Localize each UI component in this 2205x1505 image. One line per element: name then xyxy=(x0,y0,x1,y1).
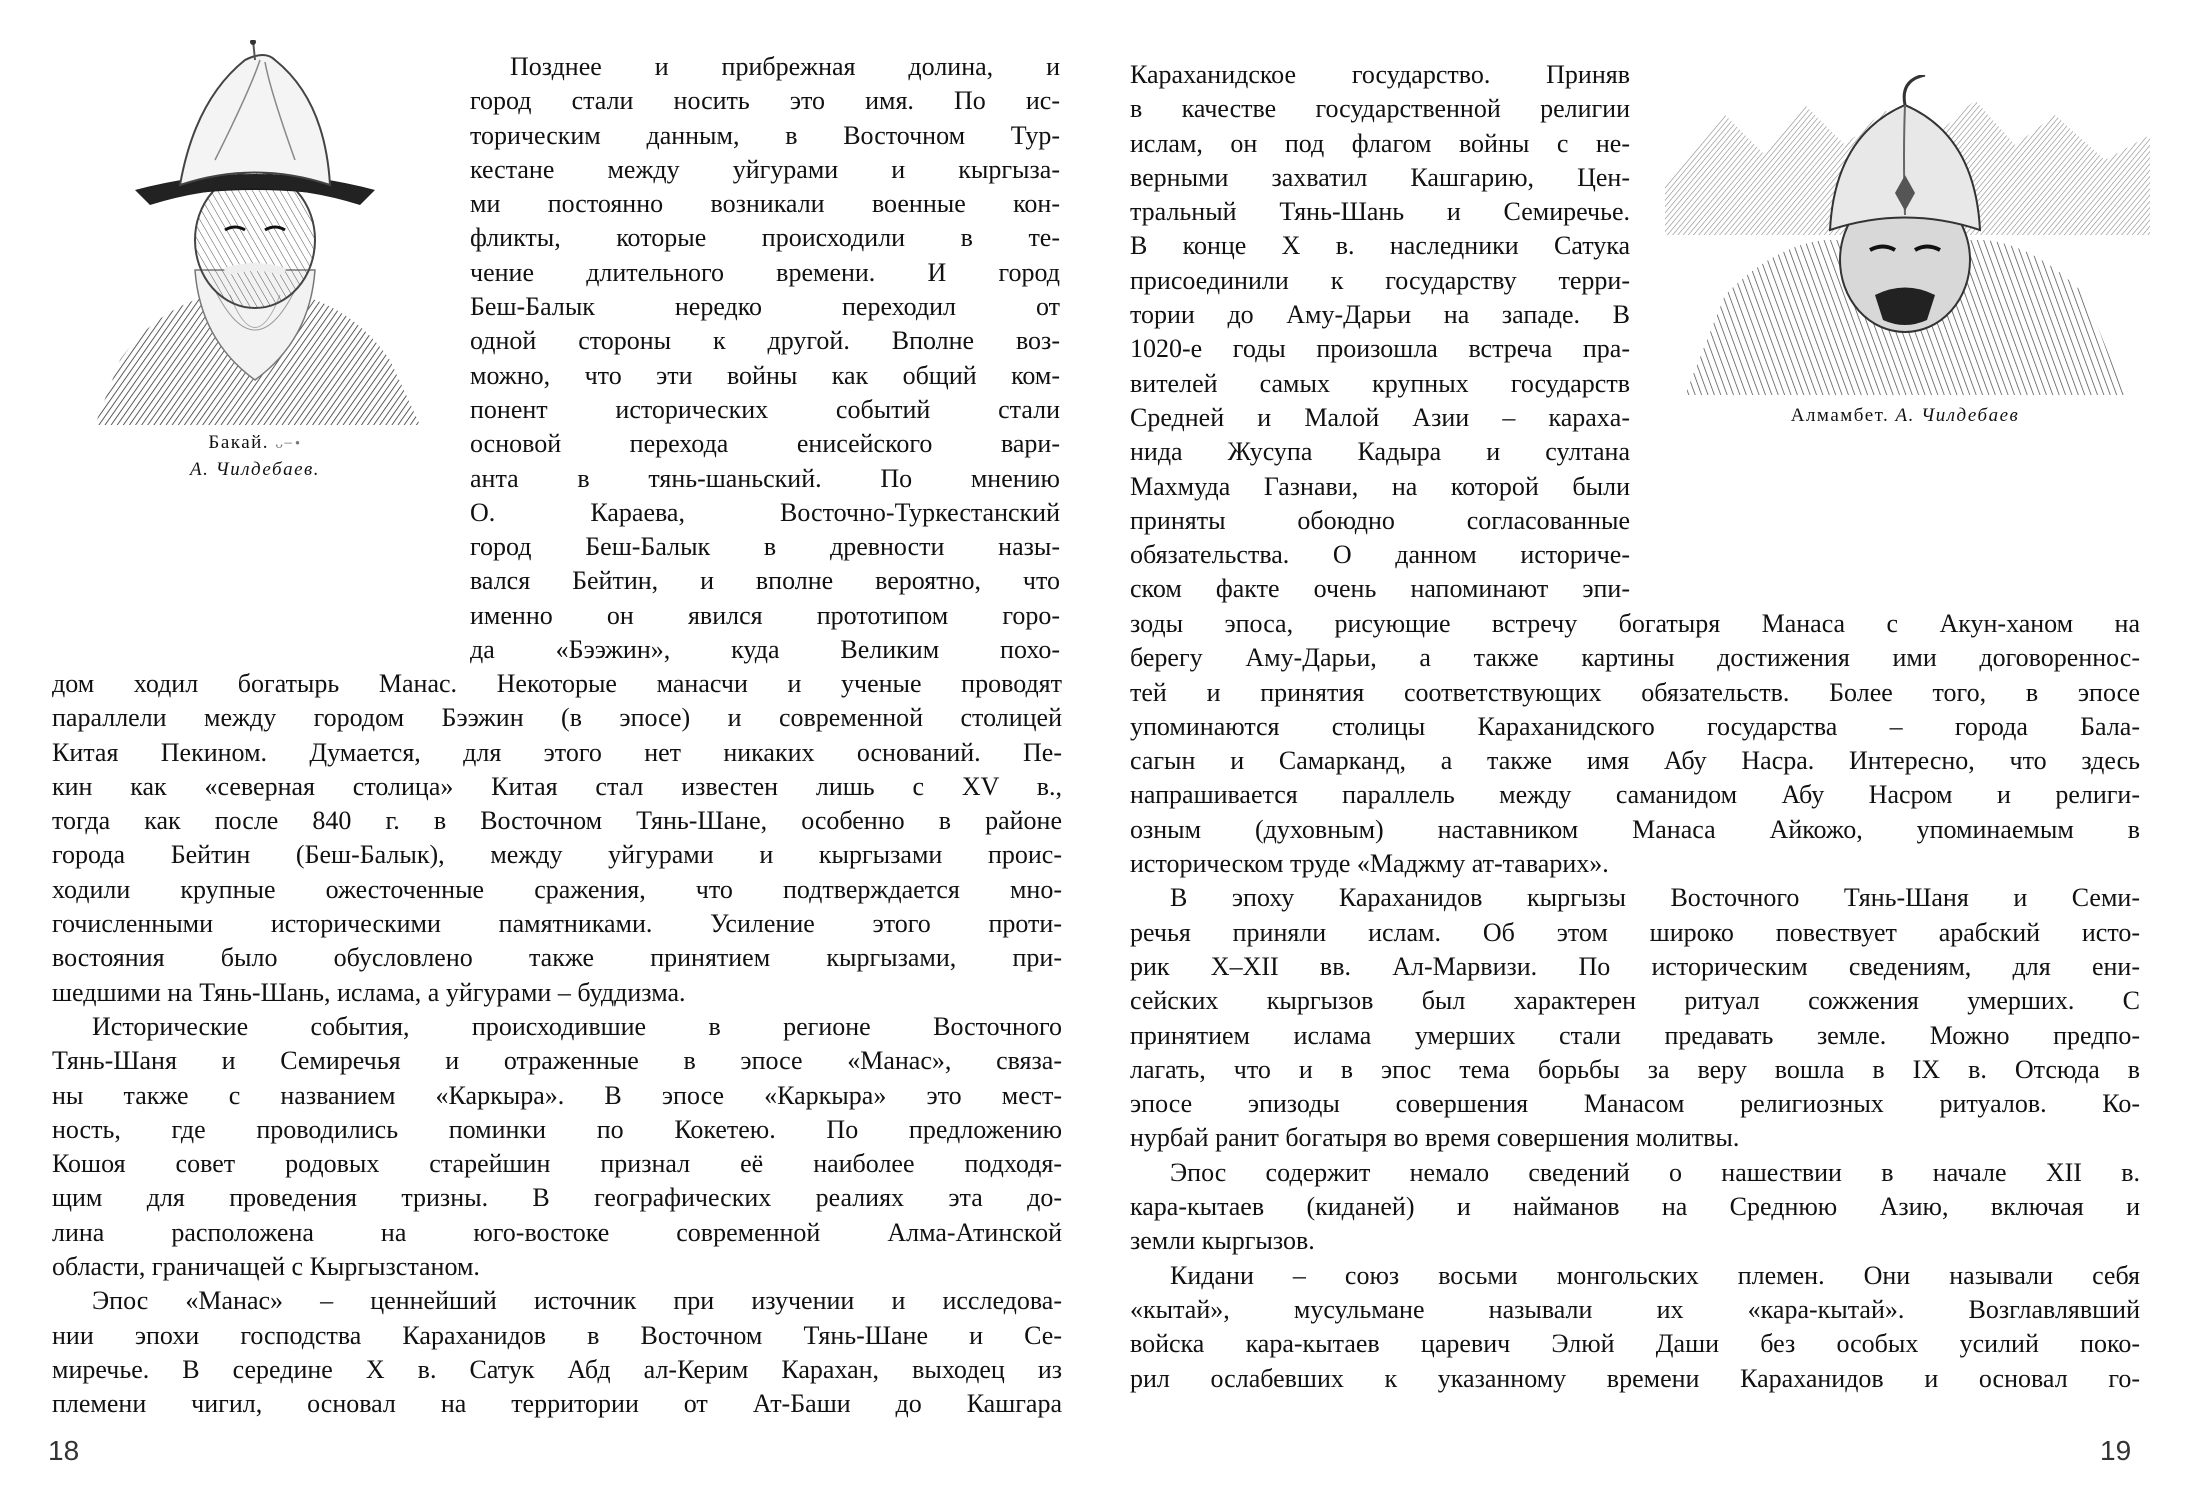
text-line: Исторические события, происходившие в регионе Восточного xyxy=(92,1011,1062,1041)
text-line: Эпос «Манас» – ценнейший источник при изучении и исследова- xyxy=(92,1286,1062,1316)
text-line: лина расположена на юго-востоке современной Алма-Атинской xyxy=(52,1217,1062,1247)
text-line: Караханидское государство. Приняв xyxy=(1130,60,1630,89)
text-line: параллели между городом Бээжин (в эпосе) и современной столицей xyxy=(52,703,1062,733)
text-line: напрашивается параллель между саманидом Абу Насром и религи- xyxy=(1130,780,2140,810)
text-line: тральный Тянь-Шань и Семиречье. xyxy=(1130,197,1630,227)
text-line: сагын и Самарканд, а также имя Абу Насра. Интересно, что здесь xyxy=(1130,746,2140,776)
left-page xyxy=(0,0,1100,1505)
page-number-left: 18 xyxy=(48,1435,80,1466)
page-number-right: 19 xyxy=(2100,1435,2132,1466)
text-line: тогда как после 840 г. в Восточном Тянь-Шане, особенно в районе xyxy=(52,806,1062,836)
text-line: ходили крупные ожесточенные сражения, что подтверждается мно- xyxy=(52,874,1062,904)
text-line: ны также с названием «Каркыра». В эпосе «Каркыра» это мест- xyxy=(52,1080,1062,1110)
text-line: сейских кыргызов был характерен ритуал сожжения умерших. С xyxy=(1130,986,2140,1016)
text-line: племени чигил, основал на территории от Ат-Баши до Кашгара xyxy=(52,1389,1062,1419)
text-line: речья приняли ислам. Об этом широко повествует арабский исто- xyxy=(1130,917,2140,947)
bakai-portrait xyxy=(75,40,435,430)
text-line: Кидани – союз восьми монгольских племен. Они называли себя xyxy=(1170,1260,2140,1290)
text-line: Кошоя совет родовых старейшин признал её наиболее подходя- xyxy=(52,1149,1062,1179)
right-page xyxy=(1100,0,2205,1505)
text-line: понент исторических событий стали xyxy=(470,394,1060,424)
almambet-caption xyxy=(1645,403,2165,429)
almambet-portrait-figure xyxy=(1645,75,2165,429)
text-line: анта в тянь-шаньский. По мнению xyxy=(470,463,1060,493)
text-line: приняты обоюдно согласованные xyxy=(1130,505,1630,535)
text-line: нурбай ранит богатыря во время совершения молитвы. xyxy=(1130,1123,1740,1153)
text-line: города Бейтин (Беш-Балык), между уйгурами и кыргызами проис- xyxy=(52,840,1062,870)
text-line: ность, где проводились поминки по Кокетею. По предложению xyxy=(52,1114,1062,1144)
text-line: 1020-е годы произошла встреча пра- xyxy=(1130,334,1630,364)
text-line: присоединили к государству терри- xyxy=(1130,265,1630,295)
text-line: верными захватил Кашгарию, Цен- xyxy=(1130,162,1630,192)
almambet-caption-author: А. Чилдебаев xyxy=(1895,405,2020,426)
text-line: Махмуда Газнави, на которой были xyxy=(1130,471,1630,501)
right-top-column xyxy=(1130,58,1630,607)
text-line: шедшими на Тянь-Шань, ислама, а уйгурами – буддизма. xyxy=(52,977,686,1007)
right-body xyxy=(1130,607,2140,1396)
text-line: кестане между уйгурами и кыргыза- xyxy=(470,154,1060,184)
text-line: войска кара-кытаев царевич Элюй Даши без особых усилий поко- xyxy=(1130,1329,2140,1359)
text-line: озным (духовным) наставником Манаса Айкожо, упоминаемым в xyxy=(1130,814,2140,844)
text-line: рик X–XII вв. Ал-Марвизи. По историческим сведениям, для ени- xyxy=(1130,951,2140,981)
text-line: город стали носить это имя. По ис- xyxy=(470,86,1060,116)
bakai-portrait-figure xyxy=(55,40,455,483)
bakai-caption-name: Бакай. xyxy=(208,432,270,453)
text-line: дом ходил богатырь Манас. Некоторые манасчи и ученые проводят xyxy=(52,669,1062,698)
text-line: ском факте очень напоминают эпи- xyxy=(1130,574,1630,604)
text-line: рил ослабевших к указанному времени Караханидов и основал го- xyxy=(1130,1363,2140,1393)
text-line: принятием ислама умерших стали предавать земле. Можно предпо- xyxy=(1130,1020,2140,1050)
text-line: чение длительного времени. И город xyxy=(470,257,1060,287)
pencil-mark: ᴗ ̶ • xyxy=(275,436,302,452)
almambet-caption-name: Алмамбет. xyxy=(1790,405,1890,426)
text-line: тей и принятия соответствующих обязательств. Более того, в эпосе xyxy=(1130,677,2140,707)
text-line: кин как «северная столица» Китая стал известен лишь с XV в., xyxy=(52,771,1062,801)
text-line: Беш-Балык нередко переходил от xyxy=(470,292,1060,322)
text-line: ислам, он под флагом войны с не- xyxy=(1130,128,1630,158)
text-line: О. Караева, Восточно-Туркестанский xyxy=(470,497,1060,527)
text-line: востояния было обусловлено также принятием кыргызами, при- xyxy=(52,943,1062,973)
text-line: основой перехода енисейского вари- xyxy=(470,429,1060,459)
bakai-caption xyxy=(55,430,455,483)
text-line: да «Бээжин», куда Великим похо- xyxy=(470,635,1060,665)
text-line: Тянь-Шаня и Семиречья и отраженные в эпосе «Манас», связа- xyxy=(52,1046,1062,1076)
text-line: В эпоху Караханидов кыргызы Восточного Тянь-Шаня и Семи- xyxy=(1170,883,2140,913)
text-line: вителей самых крупных государств xyxy=(1130,368,1630,398)
text-line: торическим данным, в Восточном Тур- xyxy=(470,120,1060,150)
text-line: одной стороны к другой. Вполне воз- xyxy=(470,326,1060,356)
text-line: нии эпохи господства Караханидов в Восточном Тянь-Шане и Се- xyxy=(52,1320,1062,1350)
text-line: В конце X в. наследники Сатука xyxy=(1130,231,1630,261)
text-line: «кытай», мусульмане называли их «кара-кытай». Возглавлявший xyxy=(1130,1294,2140,1324)
text-line: упоминаются столицы Караханидского государства – города Бала- xyxy=(1130,711,2140,741)
text-line: Средней и Малой Азии – карахa- xyxy=(1130,402,1630,432)
text-line: вался Бейтин, и вполне вероятно, что xyxy=(470,566,1060,596)
text-line: фликты, которые происходили в те- xyxy=(470,223,1060,253)
text-line: земли кыргызов. xyxy=(1130,1226,1315,1256)
text-line: берегу Аму-Дарьи, а также картины достижения ими договореннос- xyxy=(1130,643,2140,673)
bakai-caption-name-line xyxy=(55,430,455,457)
left-top-column xyxy=(470,50,1060,667)
text-line: тории до Аму-Дарьи на западе. В xyxy=(1130,300,1630,330)
text-line: нида Жусупа Кадыра и султана xyxy=(1130,437,1630,467)
bakai-caption-author: А. Чилдебаев. xyxy=(190,459,320,480)
text-line: обязательства. О данном историче- xyxy=(1130,540,1630,570)
text-line: Эпос содержит немало сведений о нашествии в начале XII в. xyxy=(1170,1157,2140,1187)
almambet-portrait xyxy=(1655,75,2155,395)
text-line: области, граничащей с Кыргызстаном. xyxy=(52,1252,480,1282)
text-line: Позднее и прибрежная долина, и xyxy=(510,52,1060,81)
text-line: зоды эпоса, рисующие встречу богатыря Манаса с Акун-ханом на xyxy=(1130,609,2140,638)
left-body xyxy=(52,667,1062,1422)
text-line: эпосе эпизоды совершения Манасом религиозных ритуалов. Ко- xyxy=(1130,1089,2140,1119)
text-line: историческом труде «Маджму ат-таварих». xyxy=(1130,849,1609,879)
text-line: лагать, что и в эпос тема борьбы за веру вошла в IX в. Отсюда в xyxy=(1130,1054,2140,1084)
text-line: можно, что эти войны как общий ком- xyxy=(470,360,1060,390)
text-line: город Беш-Балык в древности назы- xyxy=(470,532,1060,562)
text-line: щим для проведения тризны. В географических реалиях эта до- xyxy=(52,1183,1062,1213)
text-line: именно он явился прототипом горо- xyxy=(470,600,1060,630)
text-line: гочисленными историческими памятниками. Усиление этого проти- xyxy=(52,909,1062,939)
text-line: миречье. В середине X в. Сатук Абд ал-Керим Карахан, выходец из xyxy=(52,1354,1062,1384)
text-line: в качестве государственной религии xyxy=(1130,94,1630,124)
text-line: кара-кытаев (киданей) и найманов на Среднюю Азию, включая и xyxy=(1130,1192,2140,1222)
text-line: ми постоянно возникали военные кон- xyxy=(470,189,1060,219)
text-line: Китая Пекином. Думается, для этого нет никаких оснований. Пе- xyxy=(52,737,1062,767)
